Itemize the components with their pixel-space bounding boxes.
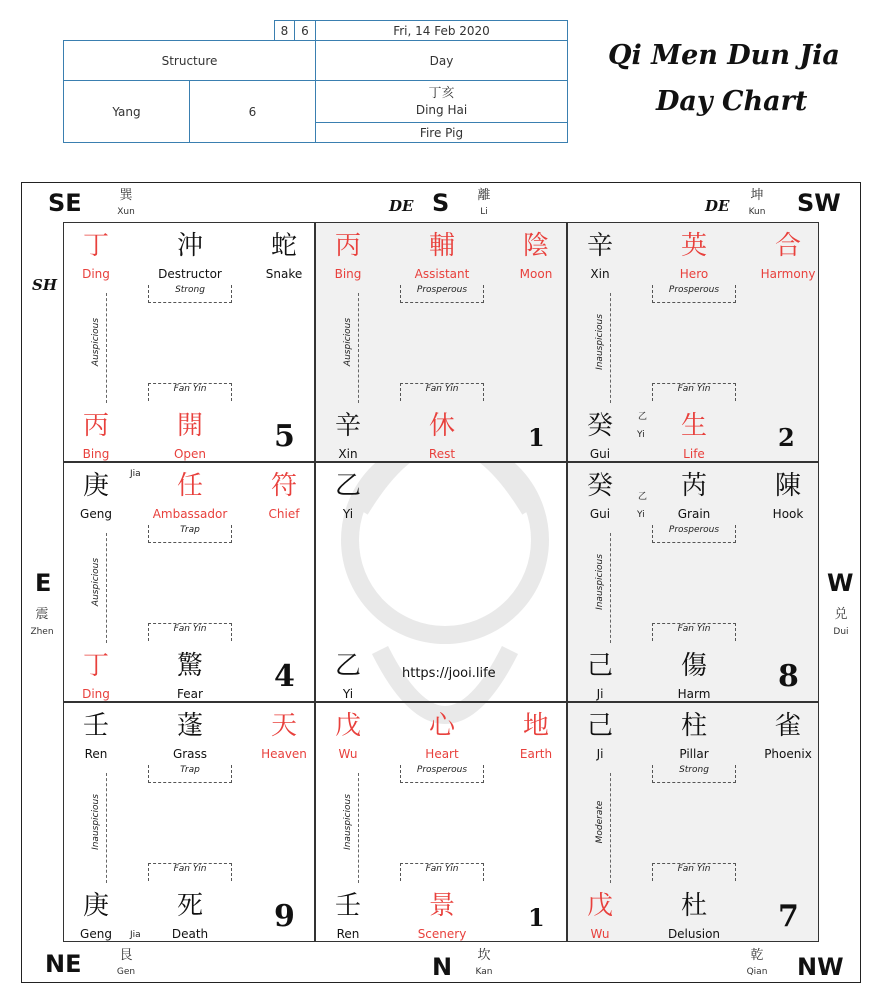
auspice-line [610,533,611,643]
strength-box: Trap [148,765,232,783]
stem-bottom-label: Ji [596,687,604,701]
door-label: Fear [177,687,203,701]
strength-box: Prosperous [400,765,484,783]
door-label: Death [171,927,209,941]
door-char: 死 [176,891,203,921]
trigram-gen: 艮 [119,948,133,963]
stem-bottom-label: Yi [342,687,354,701]
fan-yin-box: Fan Yin [400,863,484,881]
star-label: Pillar [679,747,709,761]
door-label: Delusion [667,927,721,941]
direction-ne: NE [45,950,82,978]
deity-label: Hook [772,507,804,521]
sh-marker: SH [32,276,58,294]
palace-number: 7 [778,899,799,934]
deity-label: Snake [265,267,303,281]
trigram-kun: 坤 [750,188,764,203]
chart-subtitle: Day Chart [656,86,808,117]
de-marker-s: DE [389,197,414,215]
palace-sw[interactable] [567,222,819,462]
door-label: Open [173,447,207,461]
door-label: Rest [428,447,456,461]
door-char: 生 [680,411,707,441]
star-label: Hero [679,267,709,281]
deity-char: 蛇 [270,231,297,261]
auspice-label: Inauspicious [595,554,605,610]
hidden-stem-label: Yi [637,430,645,440]
star-label: Grass [172,747,208,761]
palace-center[interactable] [315,462,567,702]
stem-top-label: Ding [82,267,110,281]
stem-top-label: Ji [596,747,604,761]
star-char: 蓬 [176,711,203,741]
star-label: Assistant [414,267,470,281]
stem-bottom: 壬 [334,891,361,921]
direction-se: SE [48,189,82,217]
strength-box: Prosperous [652,285,736,303]
stem-bottom: 己 [586,651,613,681]
auspice-label: Auspicious [343,317,353,367]
auspice-line [358,293,359,403]
palace-number: 2 [778,423,795,452]
deity-label: Phoenix [764,747,812,761]
stem-top: 丁 [82,231,109,261]
trigram-kan: 坎 [477,948,491,963]
direction-sw: SW [797,189,841,217]
auspice-label: Inauspicious [91,794,101,850]
star-char: 芮 [680,471,707,501]
trigram-li-label: Li [480,207,488,217]
stem-bottom-label: Gui [589,447,611,461]
fan-yin-box: Fan Yin [148,383,232,401]
hidden-stem: 乙 [638,492,648,502]
door-char: 開 [176,411,203,441]
stem-bottom-label: Ren [336,927,360,941]
star-label: Grain [677,507,711,521]
trigram-li: 離 [477,188,491,203]
strength-box: Prosperous [652,525,736,543]
stem-bottom: 丙 [82,411,109,441]
hidden-stem: 乙 [638,412,648,422]
deity-char: 雀 [774,711,801,741]
palace-number: 9 [274,899,295,934]
header-structure-num: 6 [189,80,316,143]
stem-bottom-label: Ding [82,687,110,701]
direction-w: W [827,569,854,597]
star-label: Destructor [158,267,222,281]
deity-char: 陰 [522,231,549,261]
star-char: 輔 [428,231,455,261]
chart-title: Qi Men Dun Jia [608,40,840,71]
hidden-stem-label: Jia [130,930,141,940]
strength-box: Strong [652,765,736,783]
door-label: Life [683,447,705,461]
door-char: 驚 [176,651,203,681]
header-structure-label: Structure [63,40,316,81]
stem-bottom-label: Bing [82,447,110,461]
door-label: Scenery [417,927,467,941]
star-label: Heart [425,747,459,761]
auspice-label: Moderate [595,800,605,844]
star-char: 沖 [176,231,203,261]
direction-n: N [432,953,453,981]
auspice-label: Inauspicious [595,314,605,370]
stem-top-label: Wu [338,747,358,761]
palace-w[interactable] [567,462,819,702]
strength-box: Prosperous [400,285,484,303]
door-char: 杜 [680,891,707,921]
palace-nw[interactable] [567,702,819,942]
direction-nw: NW [797,953,844,981]
palace-number: 5 [274,419,295,454]
palace-e[interactable] [63,462,315,702]
palace-s[interactable] [315,222,567,462]
watermark-url[interactable]: https://jooi.life [402,666,496,681]
palace-number: 1 [528,903,545,932]
de-marker-sw: DE [705,197,730,215]
auspice-label: Auspicious [91,557,101,607]
star-label: Ambassador [152,507,228,521]
auspice-label: Auspicious [91,317,101,367]
door-char: 休 [428,411,455,441]
fan-yin-box: Fan Yin [652,383,736,401]
star-char: 柱 [680,711,707,741]
palace-se[interactable] [63,222,315,462]
trigram-xun: 巽 [119,188,133,203]
stem-top: 庚 [82,471,109,501]
door-label: Harm [677,687,711,701]
direction-s: S [432,189,450,217]
header-day-animal: Fire Pig [315,122,568,143]
palace-n[interactable] [315,702,567,942]
star-char: 心 [428,711,455,741]
deity-label: Heaven [261,747,307,761]
auspice-line [106,293,107,403]
trigram-zhen: 震 [35,607,49,622]
palace-number: 8 [778,659,799,694]
stem-bottom: 戊 [586,891,613,921]
fan-yin-box: Fan Yin [148,863,232,881]
auspice-line [106,773,107,883]
stem-top: 乙 [334,471,361,501]
fan-yin-box: Fan Yin [652,863,736,881]
stem-top: 癸 [586,471,613,501]
stem-top: 辛 [586,231,613,261]
hidden-stem-label: Yi [637,510,645,520]
trigram-zhen-label: Zhen [30,627,54,637]
trigram-kun-label: Kun [748,207,766,217]
header-polarity: Yang [63,80,190,143]
trigram-kan-label: Kan [475,967,493,977]
stem-top: 丙 [334,231,361,261]
fan-yin-box: Fan Yin [400,383,484,401]
strength-box: Strong [148,285,232,303]
auspice-label: Inauspicious [343,794,353,850]
deity-label: Earth [519,747,553,761]
fan-yin-box: Fan Yin [148,623,232,641]
stem-top-label: Xin [590,267,610,281]
palace-number: 4 [274,659,295,694]
stem-top-label: Ren [84,747,108,761]
header-day-pillar: 丁亥 Ding Hai [315,80,568,123]
trigram-dui: 兑 [834,607,848,622]
trigram-dui-label: Dui [833,627,849,637]
deity-label: Chief [268,507,300,521]
star-char: 英 [680,231,707,261]
auspice-line [106,533,107,643]
stem-bottom-label: Geng [80,927,112,941]
header-n2: 6 [294,20,316,41]
auspice-line [610,773,611,883]
fan-yin-box: Fan Yin [652,623,736,641]
trigram-qian-label: Qian [746,967,768,977]
stem-bottom: 癸 [586,411,613,441]
stem-bottom: 庚 [82,891,109,921]
strength-box: Trap [148,525,232,543]
deity-char: 陳 [774,471,801,501]
palace-number: 1 [528,423,545,452]
stem-bottom: 辛 [334,411,361,441]
header-day-label: Day [315,40,568,81]
deity-char: 合 [774,231,801,261]
door-char: 傷 [680,651,707,681]
stem-top-label: Geng [80,507,112,521]
stem-bottom: 乙 [334,651,361,681]
header-n1: 8 [274,20,295,41]
hidden-stem-label: Jia [130,469,141,479]
stem-top-label: Yi [342,507,354,521]
stem-bottom-label: Wu [590,927,610,941]
door-char: 景 [428,891,455,921]
stem-top: 壬 [82,711,109,741]
stem-top: 戊 [334,711,361,741]
deity-char: 地 [522,711,549,741]
trigram-gen-label: Gen [116,967,136,977]
stem-top-label: Gui [589,507,611,521]
trigram-xun-label: Xun [117,207,135,217]
direction-e: E [35,569,52,597]
star-char: 任 [176,471,203,501]
stem-bottom: 丁 [82,651,109,681]
deity-char: 符 [270,471,297,501]
deity-char: 天 [270,711,297,741]
header-date: Fri, 14 Feb 2020 [315,20,568,41]
stem-top: 己 [586,711,613,741]
auspice-line [358,773,359,883]
deity-label: Moon [519,267,553,281]
palace-ne[interactable] [63,702,315,942]
auspice-line [610,293,611,403]
stem-top-label: Bing [334,267,362,281]
deity-label: Harmony [760,267,816,281]
stem-bottom-label: Xin [338,447,358,461]
trigram-qian: 乾 [750,948,764,963]
